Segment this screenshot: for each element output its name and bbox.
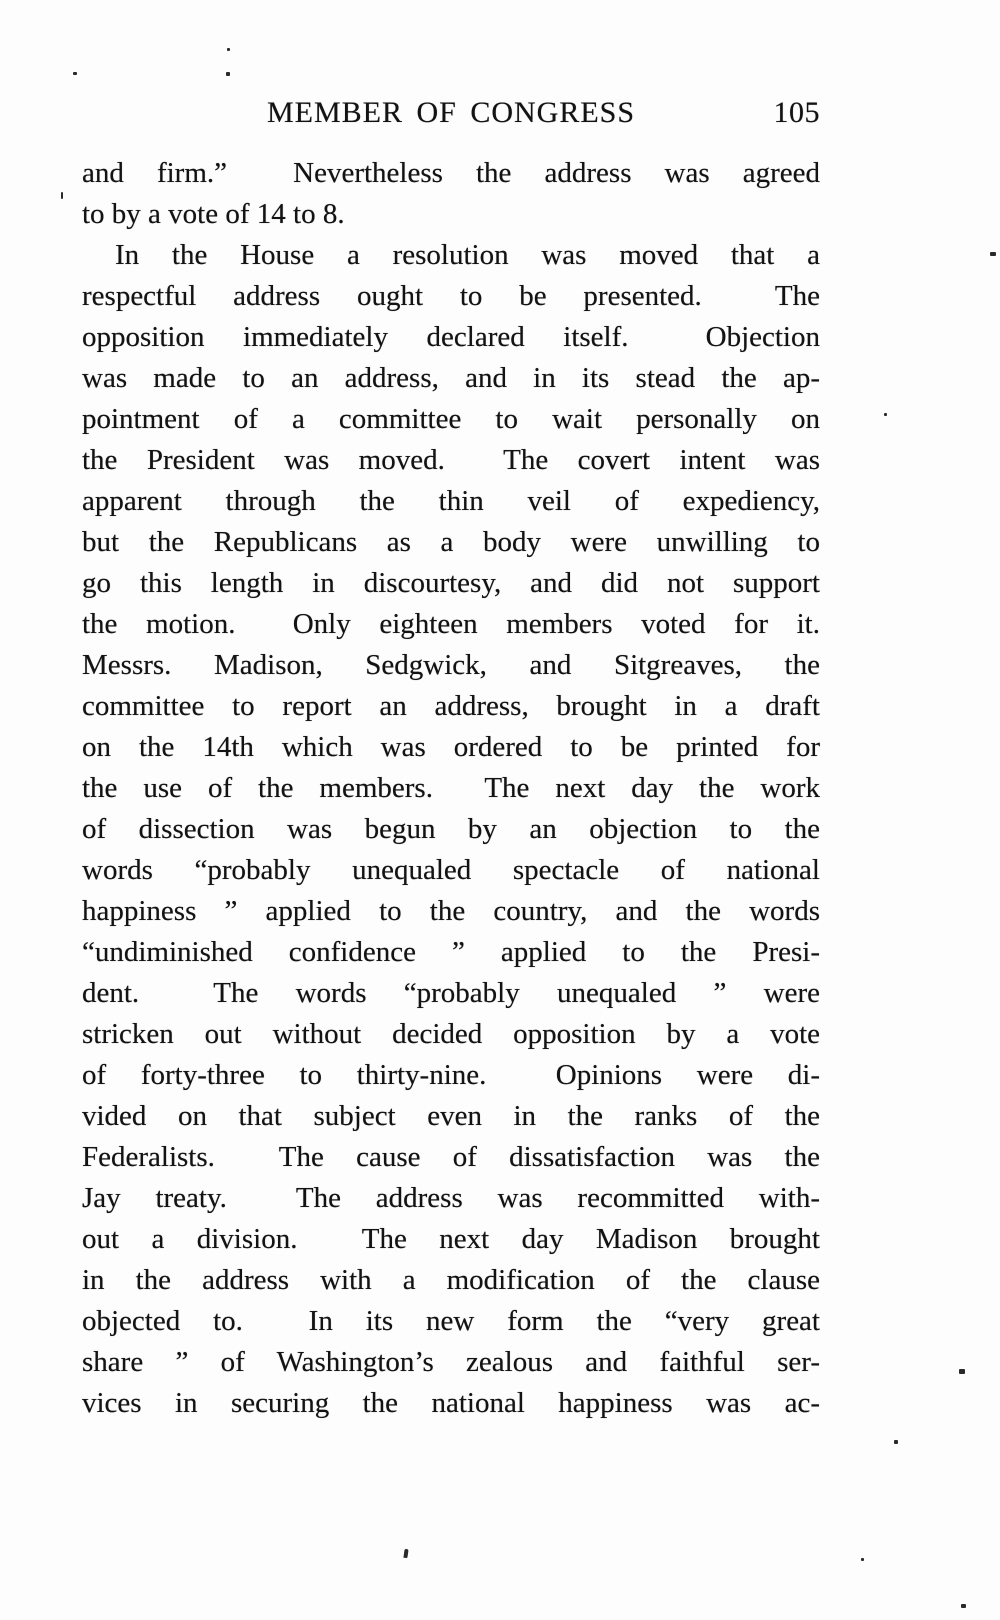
text-line: committee to report an address, brought in a draft xyxy=(82,690,820,722)
text-line: “undiminished confidence ” applied to the Presi- xyxy=(82,936,820,968)
text-line: in the address with a modification of the clause xyxy=(82,1264,820,1296)
header-title: MEMBER OF CONGRESS xyxy=(266,96,636,129)
text-line: the motion. Only eighteen members voted for it. xyxy=(82,608,820,640)
text-line: was made to an address, and in its stead the ap- xyxy=(82,362,820,394)
text-line: vided on that subject even in the ranks of the xyxy=(82,1100,820,1132)
text-line: Federalists. The cause of dissatisfaction was the xyxy=(82,1141,820,1173)
text-line: to by a vote of 14 to 8. xyxy=(82,198,345,230)
text-line: respectful address ought to be presented. The xyxy=(82,280,820,312)
scan-speck xyxy=(226,72,230,76)
text-line: go this length in discourtesy, and did not support xyxy=(82,567,820,599)
scan-speck xyxy=(990,252,996,256)
scan-speck xyxy=(961,1604,966,1608)
text-line: of dissection was begun by an objection to the xyxy=(82,813,820,845)
text-line: and firm.” Nevertheless the address was agreed xyxy=(82,157,820,189)
text-line: of forty-three to thirty-nine. Opinions were di- xyxy=(82,1059,820,1091)
running-header xyxy=(82,92,820,133)
text-line: opposition immediately declared itself. Objection xyxy=(82,321,820,353)
text-line: apparent through the thin veil of expediency, xyxy=(82,485,820,517)
text-line: but the Republicans as a body were unwilling to xyxy=(82,526,820,558)
text-line: Messrs. Madison, Sedgwick, and Sitgreaves, the xyxy=(82,649,820,681)
text-line: happiness ” applied to the country, and the words xyxy=(82,895,820,927)
scan-speck xyxy=(73,72,77,75)
scan-speck xyxy=(227,48,230,51)
text-body xyxy=(82,153,820,1424)
scan-speck xyxy=(861,1558,864,1561)
text-line: words “probably unequaled spectacle of national xyxy=(82,854,820,886)
text-line: out a division. The next day Madison brought xyxy=(82,1223,820,1255)
text-line: In the House a resolution was moved that a xyxy=(115,239,820,271)
scan-speck xyxy=(959,1369,965,1374)
scan-speck xyxy=(403,1549,408,1558)
scan-speck xyxy=(61,192,63,199)
page-number: 105 xyxy=(773,96,820,129)
text-line: objected to. In its new form the “very great xyxy=(82,1305,820,1337)
text-line: dent. The words “probably unequaled ” were xyxy=(82,977,820,1009)
scan-speck xyxy=(894,1440,898,1444)
text-line: pointment of a committee to wait personally on xyxy=(82,403,820,435)
text-line: share ” of Washington’s zealous and faithful ser- xyxy=(82,1346,820,1378)
text-line: the President was moved. The covert intent was xyxy=(82,444,820,476)
text-line: vices in securing the national happiness was ac- xyxy=(82,1387,820,1419)
text-line: stricken out without decided opposition by a vote xyxy=(82,1018,820,1050)
text-line: the use of the members. The next day the work xyxy=(82,772,820,804)
text-line: Jay treaty. The address was recommitted with- xyxy=(82,1182,820,1214)
scan-speck xyxy=(884,413,887,416)
text-line: on the 14th which was ordered to be printed for xyxy=(82,731,820,763)
